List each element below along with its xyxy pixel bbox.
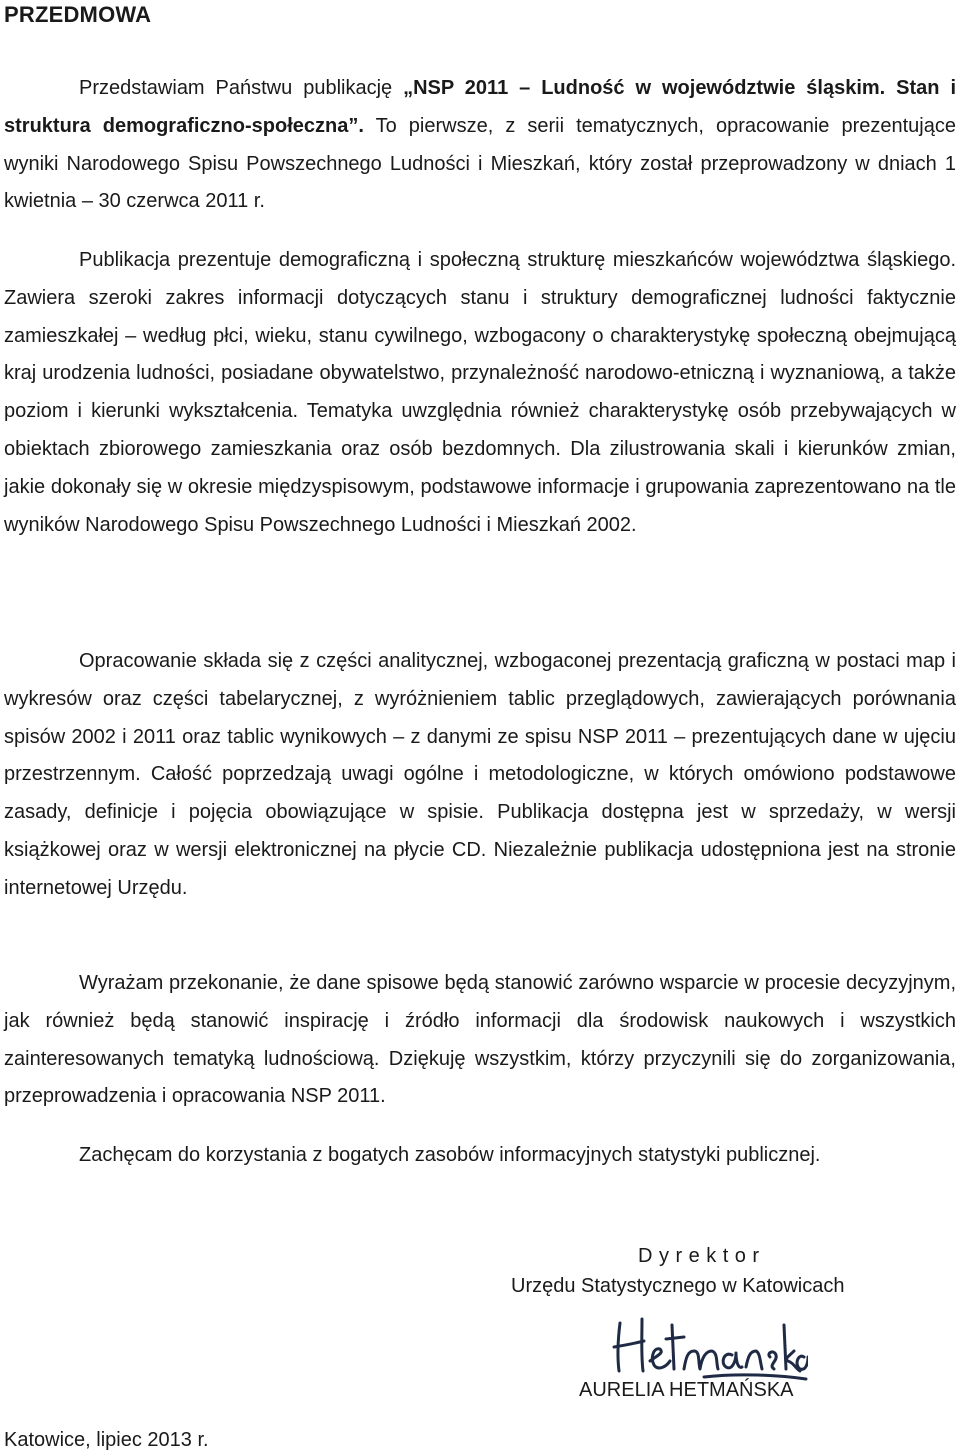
signatory-name: AURELIA HETMAŃSKA [579,1379,794,1401]
page-title: PRZEDMOWA [4,2,152,27]
place-and-date: Katowice, lipiec 2013 r. [4,1429,209,1451]
paragraph-acknowledgements: Wyrażam przekonanie, że dane spisowe będą stanowić zarówno wsparcie w procesie decyzyjnym, jak również będą stanowić inspirację i źródło informacji dla środowisk naukowych i wszystkich zainteresowanych tematyką ludnościową. Dziękuję wszystkim, którzy przyczynili się do zorganizowania, przeprowadzenia i opracowania NSP 2011. [4,972,956,1108]
publication-title: „NSP 2011 – Ludność w województwie śląskim. Stan i struktura demograficzno-społeczna”. [4,77,957,137]
paragraph-structure: Opracowanie składa się z części analitycznej, wzbogaconej prezentacją graficzną w postaci map i wykresów oraz części tabelarycznej, z wyróżnieniem tablic przeglądowych, zawierających porównania spisów 2002 i 2011 oraz tablic wynikowych – z danymi ze spisu NSP 2011 – prezentujących dane w ujęciu przestrzennym. Całość poprzedzają uwagi ogólne i metodologiczne, w których omówiono podstawowe zasady, definicje i pojęcia obowiązujące w spisie. Publikacja dostępna jest w sprzedaży, w wersji książkowej oraz w wersji elektronicznej na płycie CD. Niezależnie publikacja udostępniona jest na stronie internetowej Urzędu. [4,650,956,899]
signature-title: Dyrektor [638,1245,766,1267]
signature-office: Urzędu Statystycznego w Katowicach [511,1275,845,1297]
paragraph-content-scope: Publikacja prezentuje demograficzną i społeczną strukturę mieszkańców województwa śląskiego. Zawiera szeroki zakres informacji dotyczących stanu i struktury demograficznej ludności faktycznie zamieszkałej – według płci, wieku, stanu cywilnego, wzbogacony o charakterystykę społeczną obejmującą kraj urodzenia ludności, posiadane obywatelstwo, przynależność narodowo-etniczną i wyznaniową, a także poziom i kierunki wykształcenia. Tematyka uwzględnia również charakterystykę osób przebywających w obiektach zbiorowego zamieszkania oraz osób bezdomnych. Dla zilustrowania skali i kierunków zmian, jakie dokonały się w okresie międzyspisowym, podstawowe informacje i grupowania zaprezentowano na tle wyników Narodowego Spisu Powszechnego Ludności i Mieszkań 2002. [4,249,956,536]
paragraph-encouragement: Zachęcam do korzystania z bogatych zasobów informacyjnych statystyki publicznej. [79,1144,821,1166]
intro-text-after: To pierwsze, z serii tematycznych, opracowanie prezentujące wyniki Narodowego Spisu Powszechnego Ludności i Mieszkań, który został przeprowadzony w dniach 1 kwietnia – 30 czerwca 2011 r. [4,114,956,213]
paragraph-intro [4,70,956,221]
handwritten-signature [608,1305,808,1385]
intro-text-before: Przedstawiam Państwu publikację [79,77,404,99]
signature-block [500,1245,910,1415]
